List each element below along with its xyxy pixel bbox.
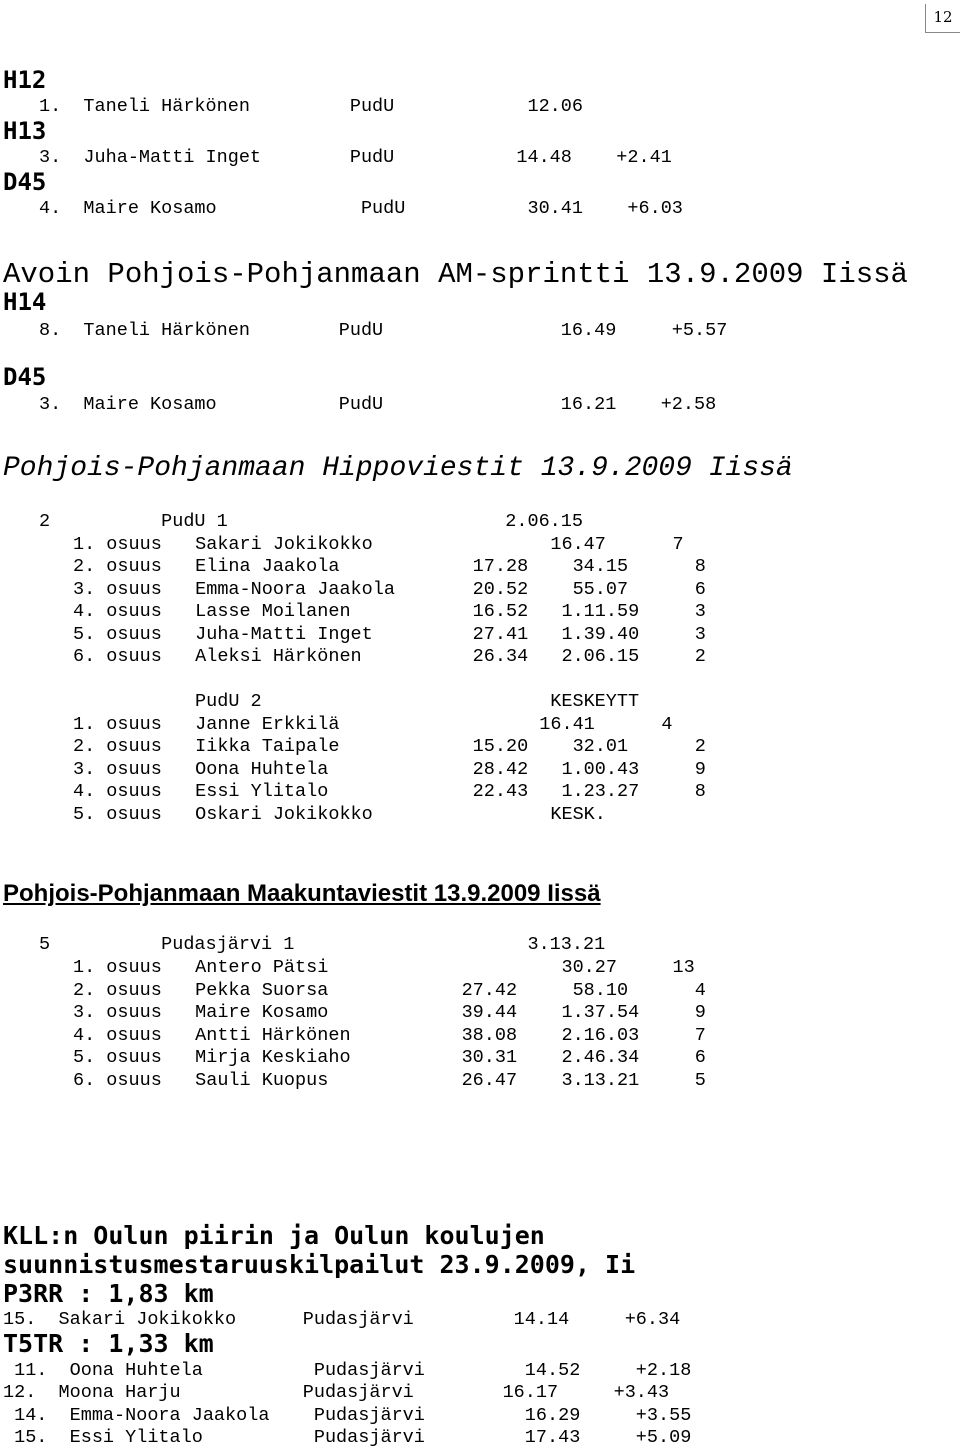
relay-row: 2. osuus Iikka Taipale 15.20 32.01 2 (73, 736, 706, 757)
class-heading-p3rr: P3RR : 1,83 km (3, 1279, 214, 1308)
section-title-kll-line2: suunnistusmestaruuskilpailut 23.9.2009, Ii (3, 1250, 636, 1279)
county-relay-row: 4. osuus Antti Härkönen 38.08 2.16.03 7 (73, 1025, 706, 1046)
result-row-t5tr: 14. Emma-Noora Jaakola Pudasjärvi 16.29 +3.55 (3, 1405, 692, 1426)
result-row-h12: 1. Taneli Härkönen PudU 12.06 (39, 96, 583, 117)
section-title-maakuntaviestit: Pohjois-Pohjanmaan Maakuntaviestit 13.9.2009 Iissä (3, 880, 601, 907)
class-heading-h14: H14 (3, 288, 47, 316)
county-relay-row: 3. osuus Maire Kosamo 39.44 1.37.54 9 (73, 1002, 706, 1023)
section-title-kll-line1: KLL:n Oulun piirin ja Oulun koulujen (3, 1221, 545, 1250)
page-number: 12 (925, 4, 960, 33)
result-row-t5tr: 11. Oona Huhtela Pudasjärvi 14.52 +2.18 (3, 1360, 692, 1381)
result-row-t5tr: 15. Essi Ylitalo Pudasjärvi 17.43 +5.09 (3, 1427, 692, 1448)
county-relay-row: 2. osuus Pekka Suorsa 27.42 58.10 4 (73, 980, 706, 1001)
relay-row: 3. osuus Emma-Noora Jaakola 20.52 55.07 6 (73, 579, 706, 600)
class-heading-d45: D45 (3, 168, 47, 196)
result-row-d45: 4. Maire Kosamo PudU 30.41 +6.03 (39, 198, 683, 219)
result-row-p3rr: 15. Sakari Jokikokko Pudasjärvi 14.14 +6.34 (3, 1309, 681, 1330)
relay-row: PudU 2 KESKEYTT (84, 691, 640, 712)
relay-row: 2. osuus Elina Jaakola 17.28 34.15 8 (73, 556, 706, 577)
result-row-h13: 3. Juha-Matti Inget PudU 14.48 +2.41 (39, 147, 672, 168)
relay-row: 2 PudU 1 2.06.15 (39, 511, 583, 532)
result-row-d45-sprint: 3. Maire Kosamo PudU 16.21 +2.58 (39, 394, 717, 415)
section-title-hippoviestit: Pohjois-Pohjanmaan Hippoviestit 13.9.2009 Iissä (3, 453, 793, 484)
relay-row: 6. osuus Aleksi Härkönen 26.34 2.06.15 2 (73, 646, 706, 667)
class-heading-h13: H13 (3, 117, 47, 145)
class-heading-h12: H12 (3, 66, 47, 94)
class-heading-t5tr: T5TR : 1,33 km (3, 1329, 214, 1358)
relay-row: 1. osuus Sakari Jokikokko 16.47 7 (73, 534, 684, 555)
result-row-h14: 8. Taneli Härkönen PudU 16.49 +5.57 (39, 320, 728, 341)
relay-row: 5. osuus Oskari Jokikokko KESK. (73, 804, 606, 825)
county-relay-row: 6. osuus Sauli Kuopus 26.47 3.13.21 5 (73, 1070, 706, 1091)
section-title-sprint: Avoin Pohjois-Pohjanmaan AM-sprintti 13.9.2009 Iissä (3, 258, 908, 291)
relay-row: 3. osuus Oona Huhtela 28.42 1.00.43 9 (73, 759, 706, 780)
relay-row: 1. osuus Janne Erkkilä 16.41 4 (73, 714, 673, 735)
relay-row: 5. osuus Juha-Matti Inget 27.41 1.39.40 3 (73, 624, 706, 645)
county-relay-row: 1. osuus Antero Pätsi 30.27 13 (73, 957, 695, 978)
relay-row: 4. osuus Essi Ylitalo 22.43 1.23.27 8 (73, 781, 706, 802)
county-relay-row: 5. osuus Mirja Keskiaho 30.31 2.46.34 6 (73, 1047, 706, 1068)
county-relay-row: 5 Pudasjärvi 1 3.13.21 (39, 934, 606, 955)
result-row-t5tr: 12. Moona Harju Pudasjärvi 16.17 +3.43 (3, 1382, 670, 1403)
class-heading-d45-sprint: D45 (3, 363, 47, 391)
relay-row: 4. osuus Lasse Moilanen 16.52 1.11.59 3 (73, 601, 706, 622)
